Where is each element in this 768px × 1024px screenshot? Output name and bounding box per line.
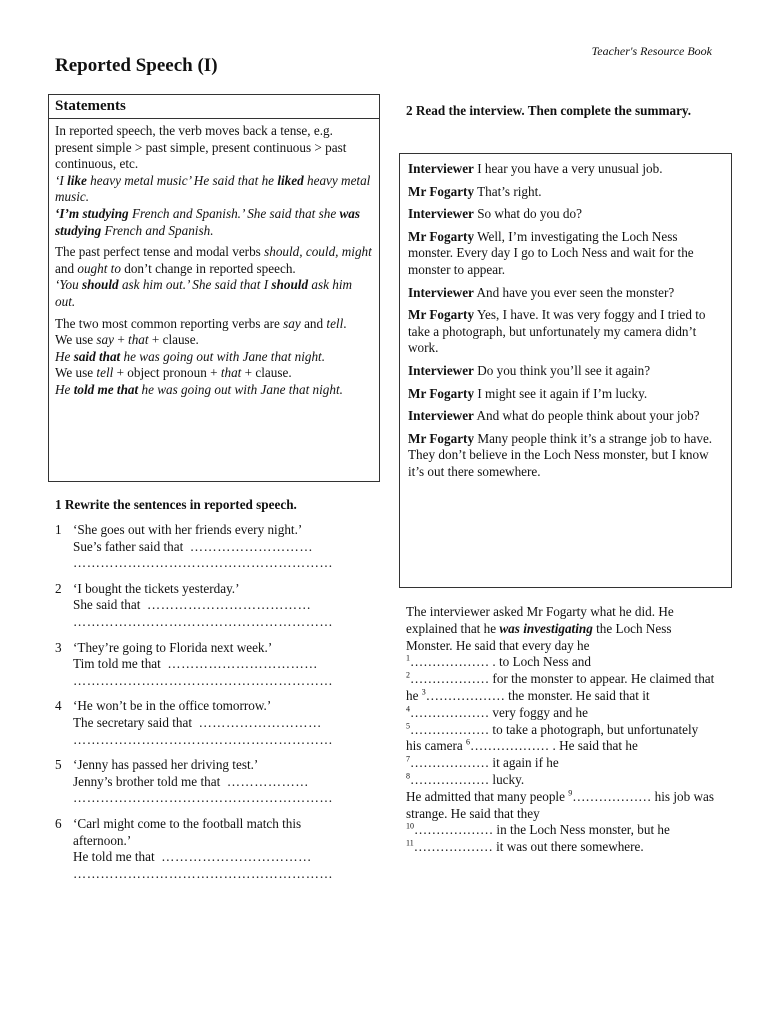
exercise-quote: ‘They’re going to Florida next week.’ [73,639,273,655]
answer-blank[interactable]: ………………………………………………… [73,555,334,571]
answer-blank[interactable]: ………………………………………………… [73,865,334,881]
interview-line: Interviewer Do you think you’ll see it again? [408,362,651,378]
statements-box [48,94,380,482]
answer-blank[interactable]: ……………… to take a photograph, but unfortunately his camera [406,721,699,754]
summary-paragraph: The interviewer asked Mr Fogarty what he did. He explained that he was investigating the Loch Ness Monster. He said that every day he $^1$……………… . to Loch Ness and $^2$……………… for the monster to appear. He claimed that he $^3$……………… the monster. He said that it $^4$……………… very foggy and he $^5$……………… to take a photograph, but unfortunately his camera $^6$……………… . He said that he $^7$……………… it again if he $^8$……………… lucky. He admitted that many people $^9$……………… his job was strange. He said that they $^{10}$……………… in the Loch Ness monster, but he $^{11}$……………… it was out there somewhere. [406,604,715,855]
exercise1-list [55,522,365,891]
exercise-quote: ‘Jenny has passed her driving test.’ [73,757,259,773]
interview-line: Interviewer So what do you do? [408,206,582,222]
example-told-me-that: He told me that he was going out with Jane that night. [55,381,343,397]
statements-body [49,119,379,399]
exercise-quote: ‘He won’t be in the office tomorrow.’ [73,698,272,714]
exercise-item: 3 ‘They’re going to Florida next week.’ Tim told me that …………………………… ………………………………………………… [55,640,365,690]
answer-blank[interactable]: ………………………………………………… [73,790,334,806]
example-said-that: He said that he was going out with Jane that night. [55,348,326,364]
answer-blank[interactable]: ……………… . to Loch Ness and [410,654,591,670]
resource-book-label: Teacher's Resource Book [591,44,712,58]
answer-blank[interactable]: ………………………………………………… [73,672,334,688]
exercise-item: 5 ‘Jenny has passed her driving test.’ Jenny’s brother told me that ……………… ………………………………………………… [55,757,365,807]
interview-line: Mr Fogarty Many people think it’s a strange job to have. They don’t believe in the Loch Ness monster, but I know it’s out there somewhere. [408,430,713,479]
answer-blank[interactable]: ……………… [226,773,309,789]
answer-blank[interactable]: ……………………… [198,714,322,730]
exercise-quote: ‘I bought the tickets yesterday.’ [73,580,240,596]
answer-blank[interactable]: ……………………… [189,538,314,554]
answer-blank[interactable]: ……………… it was out there somewhere. [413,839,644,855]
example-studying: ‘I’m studying French and Spanish.’ She said that she was studying French and Spanish. [55,205,361,238]
answer-blank[interactable]: …………………………… [167,656,318,672]
interview-line: Interviewer I hear you have a very unusual job. [408,161,663,176]
answer-blank[interactable]: ……………… in the Loch Ness monster, but he [414,822,670,838]
answer-blank[interactable]: ……………… for the monster to appear. He claimed that he [406,671,715,703]
rule-text: In reported speech, the verb moves back a tense, e.g. present simple > past simple, present continuous > past continuous, etc. [55,123,347,172]
exercise-item: 6 ‘Carl might come to the football match this afternoon.’ He told me that …………………………… ………………………………………………… [55,816,365,882]
interview-line: Mr Fogarty I might see it again if I’m lucky. [408,385,648,401]
exercise1-title: 1 Rewrite the sentences in reported speech. [55,497,297,512]
exercise-item: 2 ‘I bought the tickets yesterday.’ She said that ……………………………… ………………………………………………… [55,581,365,631]
answer-blank[interactable]: ……………… his job was strange. He said that they [406,788,714,821]
example-like: ‘I like heavy metal music’ He said that he liked heavy metal music. [55,172,371,205]
example-should: ‘You should ask him out.’ She said that I should ask him out. [55,277,353,309]
interview-box [399,153,732,588]
interview-line: Interviewer And what do people think about your job? [408,408,700,424]
exercise-item: 1 ‘She goes out with her friends every night.’ Sue’s father said that ……………………… ………………………………………………… [55,522,365,572]
statements-heading: Statements [49,95,379,119]
answer-blank[interactable]: ……………… very foggy and he [410,704,588,720]
answer-blank[interactable]: ……………… lucky. [410,771,525,787]
rule-tense-shift [55,123,373,239]
answer-blank[interactable]: ………………………………………………… [73,731,334,747]
answer-blank[interactable]: ……………… the monster. He said that it [425,687,650,703]
exercise-quote: ‘She goes out with her friends every night.’ [73,522,303,537]
interview-line: Mr Fogarty That’s right. [408,183,542,199]
answer-blank[interactable]: ……………… it again if he [410,755,559,771]
answer-blank[interactable]: ………………………………………………… [73,613,334,629]
answer-blank[interactable]: ……………… . He said that he [470,738,638,754]
exercise2-title: 2 Read the interview. Then complete the summary. [406,103,692,118]
answer-blank[interactable]: ……………………………… [147,597,312,613]
page-title: Reported Speech (I) [55,55,218,76]
interview-line: Mr Fogarty Well, I’m investigating the Loch Ness monster. Every day I go to Loch Ness and wait for the monster to appear. [408,228,694,277]
exercise-item: 4 ‘He won’t be in the office tomorrow.’ The secretary said that ……………………… ………………………………………………… [55,698,365,748]
interview-line: Mr Fogarty Yes, I have. It was very foggy and I tried to take a photograph, but unfortunately my camera didn’t work. [408,307,706,356]
interview-line: Interviewer And have you ever seen the monster? [408,284,675,300]
answer-blank[interactable]: …………………………… [161,849,312,865]
rule-modals: The past perfect tense and modal verbs should, could, might and ought to don’t change in reported speech. ‘You should ask him out.’ She said that I should ask him out. [55,244,372,309]
rule-reporting-verbs: The two most common reporting verbs are say and tell. We use say + that + clause. He said that he was going out with Jane that night. We use tell + object pronoun + that + clause. He told me that he was going out with Jane that night. [55,315,347,397]
exercise-quote: ‘Carl might come to the football match this afternoon.’ [73,815,302,848]
